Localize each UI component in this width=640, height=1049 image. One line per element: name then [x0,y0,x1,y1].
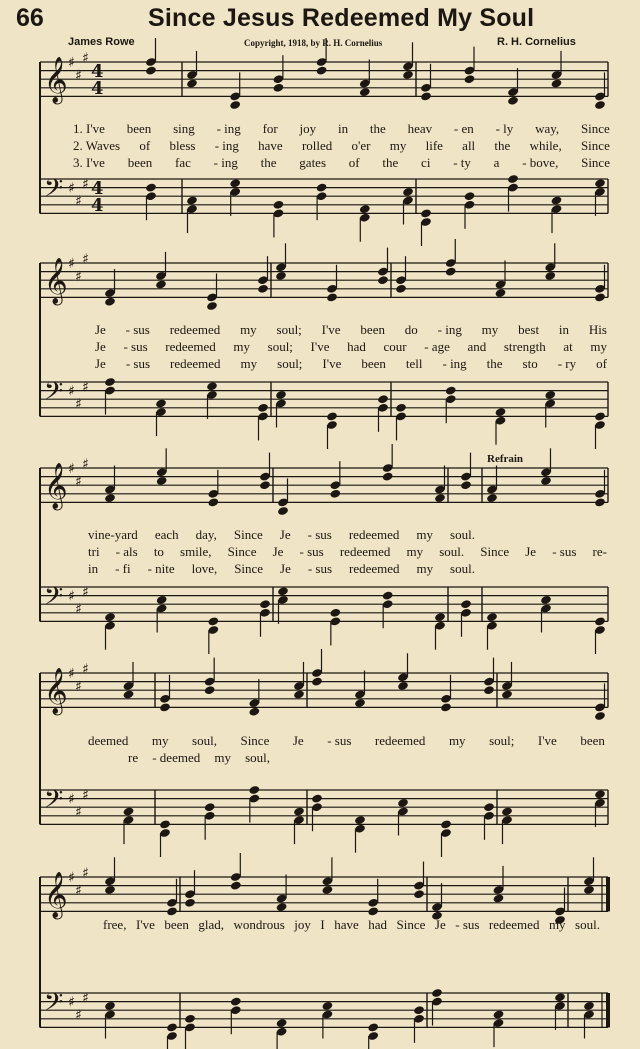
sharp-icon: ♯ [75,882,82,899]
lyric-syllable: Je [292,733,304,748]
note-head [276,875,288,913]
lyric-syllable: Je [95,356,106,371]
lyric-syllable: had [368,917,388,932]
lyric-syllable: - ing [442,356,467,371]
lyric-syllable: - ty [453,155,471,170]
lyric-syllable: my [448,733,466,748]
lyric-syllable: Since [227,544,257,559]
lyric-syllable: I've [537,733,557,748]
lyric-syllable: wondrous [233,917,285,932]
note-head [104,857,116,895]
lyric-syllable: re- [592,544,607,559]
treble-clef-icon: 𝄞 [44,668,68,714]
lyric-syllable: been [164,917,189,932]
note-head [431,988,443,1026]
lyric-syllable: the [494,138,511,153]
lyric-syllable: Je [95,339,106,354]
lyric-syllable: the [382,155,399,170]
lyric-syllable: in [558,322,570,337]
sharp-icon: ♯ [82,50,89,67]
lyric-syllable: soul. [450,561,475,576]
note-head [104,1001,116,1039]
lyric-syllable: Je [95,322,106,337]
lyric-syllable: been [361,356,386,371]
lyric-syllable: sto [522,356,538,371]
bass-clef-icon: 𝄢 [44,174,64,209]
lyric-syllable: Since [581,155,610,170]
lyric-syllable: - deemed [152,750,201,765]
lyric-syllable: my [240,356,258,371]
sharp-icon: ♯ [68,994,75,1011]
composer-credit: R. H. Cornelius [497,36,576,48]
lyric-syllable: way, [535,121,560,136]
lyric-syllable: the [486,356,503,371]
sharp-icon: ♯ [68,256,75,272]
lyric-syllable: to [153,544,164,559]
lyric-syllable: 3. I've [73,155,105,170]
lyric-syllable: redeemed [348,527,400,542]
lyric-syllable: redeemed [374,733,426,748]
lyric-syllable: I've [135,917,155,932]
lyric-syllable: - ry [557,356,577,371]
lyric-syllable: joy [294,917,311,932]
lyric-syllable: Since [233,527,263,542]
lyric-syllable: ci [421,155,431,170]
lyric-syllable: redeemed [348,561,400,576]
lyric-syllable: - sus [123,339,148,354]
sharp-icon: ♯ [68,791,75,808]
lyric-syllable: love, [191,561,218,576]
lyric-syllable: - als [115,544,138,559]
lyric-syllable: free, [103,917,127,932]
lyric-syllable: deemed [88,733,129,748]
lyric-syllable: o'er [351,138,371,153]
sharp-icon: ♯ [75,1007,82,1024]
lyric-syllable: Since [580,138,610,153]
lyric-syllable: my [548,917,566,932]
lyric-syllable: my [481,322,499,337]
note-head [413,862,425,900]
note-head [321,857,333,895]
lyric-syllable: sing [173,121,195,136]
note-head [583,857,595,895]
lyric-syllable: soul; [489,733,515,748]
lyric-syllable: I've [322,356,342,371]
lyric-syllable: all [462,138,476,153]
lyric-syllable: my [233,339,251,354]
lyric-syllable: do [404,322,418,337]
lyric-syllable: 1. I've [73,121,105,136]
lyric-syllable: and [467,339,487,354]
lyric-syllable: have [258,138,283,153]
note-head [230,853,242,891]
lyric-syllable: 2. Waves [73,138,121,153]
lyric-syllable: Je [525,544,537,559]
lyric-syllable: heav [407,121,433,136]
sharp-icon: ♯ [82,865,89,882]
lyric-syllable: - ing [437,322,462,337]
lyric-syllable: my [214,750,231,765]
sharp-icon: ♯ [82,661,89,678]
sharp-icon: ♯ [75,473,82,490]
lyric-syllable: re [128,750,139,765]
lyric-syllable: each [154,527,179,542]
time-signature: 4 [91,78,104,99]
treble-staff [40,853,608,925]
note-head [276,1018,288,1049]
lyric-syllable: I've [310,339,330,354]
lyric-syllable: - sus [307,561,333,576]
time-signature: 4 [91,195,104,216]
lyric-syllable: Since [234,561,264,576]
lyric-syllable: cour [383,339,407,354]
lyric-syllable: of [348,155,360,170]
lyric-syllable: Je [279,527,291,542]
lyric-syllable: of [596,356,607,371]
author-credit: James Rowe [68,36,135,48]
lyric-syllable: for [262,121,278,136]
lyric-syllable: - en [453,121,474,136]
sharp-icon: ♯ [68,870,75,886]
note-head [367,879,379,917]
lyric-syllable: - ing [213,155,238,170]
lyric-syllable: - bove, [522,155,559,170]
lyric-syllable: - sus [552,544,577,559]
lyric-syllable: smile, [180,544,212,559]
sharp-icon: ♯ [75,67,82,84]
note-head [583,1001,595,1039]
note-head [493,1009,505,1047]
sharp-icon: ♯ [82,251,89,268]
sharp-icon: ♯ [75,193,82,210]
copyright-notice: Copyright, 1918, by R. H. Cornelius [244,38,383,48]
sharp-icon: ♯ [82,379,89,396]
lyric-syllable: - age [424,339,450,354]
lyric-syllable: - sus [125,322,150,337]
lyric-syllable: tell [405,356,423,371]
sharp-icon: ♯ [82,176,89,193]
lyric-syllable: life [425,138,443,153]
time-signature: 4 [91,178,104,199]
lyric-syllable: soul, [245,750,270,765]
lyric-syllable: - fi [115,561,131,576]
lyric-syllable: of [139,138,151,153]
lyric-syllable: joy [299,121,317,136]
note-head [184,870,196,908]
treble-clef-icon: 𝄞 [44,463,68,509]
lyric-syllable: I've [321,322,341,337]
note-head [367,1022,379,1049]
lyric-syllable: the [260,155,277,170]
hymn-number: 66 [16,4,44,32]
lyric-syllable: redeemed [165,339,216,354]
sharp-icon: ♯ [75,804,82,821]
lyric-syllable: been [126,121,152,136]
sharp-icon: ♯ [82,787,89,804]
lyric-syllable: Je [272,544,284,559]
lyric-syllable: had [347,339,366,354]
bass-staff [40,988,608,1049]
treble-clef-icon: 𝄞 [44,57,68,103]
note-head [431,883,443,921]
bass-clef-icon: 𝄢 [44,785,64,820]
lyric-syllable: been [127,155,153,170]
lyric-syllable: been [580,733,605,748]
lyric-syllable: strength [503,339,546,354]
lyric-syllable: best [518,322,540,337]
treble-clef-icon: 𝄞 [44,258,68,304]
hymn-title: Since Jesus Redeemed My Soul [148,4,535,32]
lyric-syllable: - sus [327,733,352,748]
lyric-syllable: while, [529,138,562,153]
time-signature: 4 [91,61,104,82]
lyric-syllable: - sus [125,356,151,371]
lyric-syllable: - sus [299,544,324,559]
note-head [554,992,566,1030]
lyric-syllable: in [88,561,99,576]
lyric-syllable: my [416,561,434,576]
lyric-syllable: - sus [455,917,480,932]
lyric-syllable: my [590,339,607,354]
lyric-syllable: my [406,544,424,559]
lyric-syllable: redeemed [169,322,221,337]
note-head [413,1005,425,1043]
lyric-syllable: a [493,155,500,170]
note-head [166,1022,178,1049]
sharp-icon: ♯ [82,990,89,1007]
lyric-syllable: I [320,917,325,932]
treble-clef-icon: 𝄞 [44,872,68,918]
sharp-icon: ♯ [68,461,75,477]
lyric-syllable: bless [169,138,196,153]
sharp-icon: ♯ [82,584,89,601]
note-head [184,1014,196,1049]
lyric-syllable: redeemed [339,544,391,559]
bass-clef-icon: 𝄢 [44,582,64,617]
lyric-syllable: - ing [214,138,239,153]
sharp-icon: ♯ [68,55,75,71]
lyric-syllable: soul. [450,527,475,542]
lyric-syllable: Since [480,544,510,559]
lyric-syllable: tri [88,544,100,559]
lyric-syllable: rolled [301,138,333,153]
lyric-syllable: at [563,339,573,354]
lyric-syllable: my [389,138,407,153]
lyric-syllable: soul. [439,544,465,559]
bass-clef-icon: 𝄢 [44,988,64,1023]
refrain-label: Refrain [487,453,524,465]
lyric-syllable: His [588,322,607,337]
lyric-syllable: in [337,121,349,136]
sharp-icon: ♯ [75,396,82,413]
lyric-syllable: Since [240,733,270,748]
lyric-syllable: Since [396,917,426,932]
lyric-syllable: fac [175,155,191,170]
lyric-syllable: soul. [575,917,600,932]
lyric-syllable: Je [434,917,446,932]
lyric-syllable: soul; [267,339,293,354]
bass-clef-icon: 𝄢 [44,377,64,412]
lyric-syllable: my [240,322,257,337]
lyric-syllable: vine-yard [88,527,138,542]
lyric-syllable: have [334,917,359,932]
lyric-syllable: my [416,527,434,542]
sharp-icon: ♯ [68,180,75,197]
sharp-icon: ♯ [75,601,82,618]
lyric-syllable: soul; [276,322,302,337]
lyric-syllable: redeemed [170,356,221,371]
lyric-syllable: - nite [147,561,175,576]
lyric-syllable: glad, [198,917,225,932]
lyric-syllable: soul; [277,356,303,371]
lyric-syllable: my [151,733,169,748]
lyric-syllable: been [360,322,385,337]
sharp-icon: ♯ [68,588,75,605]
lyric-line [103,917,600,933]
lyric-syllable: - ly [495,121,514,136]
lyric-syllable: redeemed [488,917,540,932]
lyric-syllable: gates [299,155,327,170]
lyric-syllable: Je [280,561,291,576]
note-head [166,879,178,917]
lyric-syllable: - ing [216,121,241,136]
sharp-icon: ♯ [75,268,82,285]
sharp-icon: ♯ [75,678,82,695]
sharp-icon: ♯ [68,666,75,682]
lyric-syllable: day, [195,527,217,542]
lyric-syllable: the [369,121,386,136]
lyric-syllable: soul, [192,733,217,748]
lyric-syllable: - sus [307,527,332,542]
note-head [321,1001,333,1039]
sharp-icon: ♯ [82,456,89,473]
note-head [493,866,505,904]
lyric-syllable: Since [580,121,610,136]
sharp-icon: ♯ [68,383,75,400]
note-head [230,997,242,1035]
